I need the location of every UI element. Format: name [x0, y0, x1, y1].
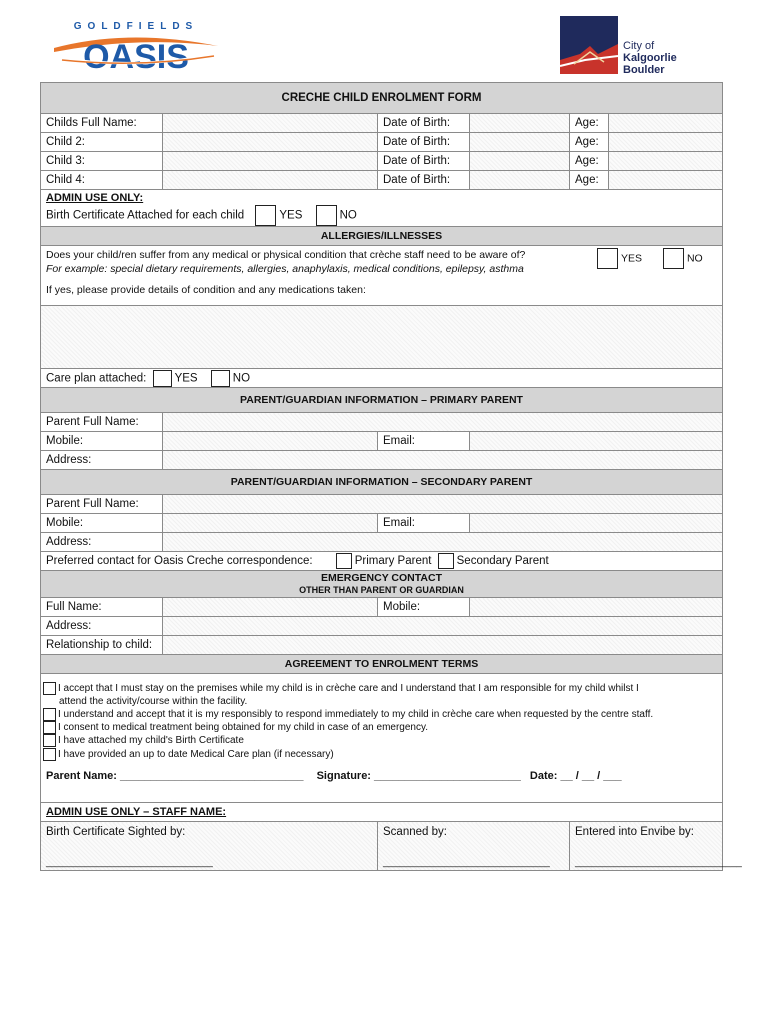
- secondary-address-label: Address:: [41, 533, 163, 552]
- secondary-address-input[interactable]: [163, 533, 723, 552]
- care-plan-no-label: NO: [232, 372, 251, 385]
- age-input[interactable]: [609, 114, 723, 133]
- dob-label: Date of Birth:: [378, 171, 470, 190]
- date-field[interactable]: Date: __ / __ / ___: [529, 769, 622, 782]
- care-plan-label: Care plan attached:: [46, 372, 147, 385]
- agree-stay-text: I accept that I must stay on the premises while my child is in crèche care and I understand that I am responsible for my child whilst I: [58, 683, 639, 695]
- primary-email-label: Email:: [378, 432, 470, 451]
- details-prompt: If yes, please provide details of condition and any medications taken:: [46, 284, 366, 296]
- dob-input[interactable]: [470, 114, 570, 133]
- agree-stay-text-cont: attend the activity/course within the facility.: [59, 696, 248, 708]
- preferred-contact-label: Preferred contact for Oasis Creche correspondence:: [46, 555, 313, 568]
- care-plan-yes-label: YES: [174, 372, 198, 385]
- allergies-question: Does your child/ren suffer from any medical or physical condition that crèche staff need to be aware of?: [46, 249, 526, 261]
- preferred-contact-row: [41, 552, 723, 571]
- emergency-address-input[interactable]: [163, 617, 723, 636]
- agree-care-plan-text: I have provided an up to date Medical Care plan (if necessary): [58, 748, 334, 760]
- emergency-address-label: Address:: [41, 617, 163, 636]
- emergency-subheading: OTHER THAN PARENT OR GUARDIAN: [299, 585, 464, 595]
- agree-stay-checkbox[interactable]: [43, 682, 56, 695]
- form-title: CRECHE CHILD ENROLMENT FORM: [41, 83, 723, 114]
- admin-heading: ADMIN USE ONLY:: [46, 192, 144, 204]
- emergency-name-label: Full Name:: [41, 598, 163, 617]
- envibe-line[interactable]: ______________________________: [575, 857, 742, 868]
- preferred-primary-label: Primary Parent: [354, 555, 432, 568]
- birth-cert-yes-label: YES: [279, 209, 303, 222]
- child-name-input[interactable]: [163, 171, 378, 190]
- agree-birth-cert-checkbox[interactable]: [43, 734, 56, 747]
- child-name-input[interactable]: [163, 114, 378, 133]
- care-plan-yes-checkbox[interactable]: [153, 370, 172, 387]
- parent-name-field[interactable]: Parent Name: ______________________________: [46, 769, 304, 782]
- child-row: [41, 133, 723, 152]
- dob-input[interactable]: [470, 171, 570, 190]
- admin-section: [41, 190, 723, 227]
- secondary-email-input[interactable]: [470, 514, 723, 533]
- relationship-input[interactable]: [163, 636, 723, 655]
- agree-birth-cert-text: I have attached my child's Birth Certificate: [58, 735, 244, 747]
- primary-mobile-input[interactable]: [163, 432, 378, 451]
- primary-mobile-label: Mobile:: [41, 432, 163, 451]
- primary-address-label: Address:: [41, 451, 163, 470]
- age-label: Age:: [570, 171, 609, 190]
- primary-name-label: Parent Full Name:: [41, 413, 163, 432]
- allergies-question-row: [41, 246, 723, 306]
- allergies-example: For example: special dietary requirements, allergies, anaphylaxis, medical conditions, epilepsy, asthma: [46, 263, 524, 275]
- emergency-name-input[interactable]: [163, 598, 378, 617]
- birth-cert-label: Birth Certificate Attached for each child: [46, 209, 245, 222]
- secondary-mobile-label: Mobile:: [41, 514, 163, 533]
- birth-cert-no-label: NO: [339, 209, 357, 222]
- logo-goldfields-text: GOLDFIELDS: [73, 21, 199, 32]
- dob-label: Date of Birth:: [378, 114, 470, 133]
- emergency-mobile-input[interactable]: [470, 598, 723, 617]
- agree-respond-checkbox[interactable]: [43, 708, 56, 721]
- child-row: [41, 114, 723, 133]
- agree-respond-text: I understand and accept that it is my responsibly to respond immediately to my child in crèche care when requested by the centre staff.: [58, 709, 654, 721]
- age-label: Age:: [570, 152, 609, 171]
- agreement-section: [41, 674, 723, 803]
- emergency-heading-cell: [41, 571, 723, 598]
- signature-field[interactable]: Signature: ________________________: [316, 769, 521, 782]
- secondary-email-label: Email:: [378, 514, 470, 533]
- child-name-input[interactable]: [163, 133, 378, 152]
- allergies-no-label: NO: [686, 252, 703, 265]
- age-input[interactable]: [609, 152, 723, 171]
- allergies-no-checkbox[interactable]: [663, 248, 684, 269]
- preferred-primary-checkbox[interactable]: [336, 553, 352, 569]
- emergency-heading: EMERGENCY CONTACT: [321, 572, 442, 584]
- logo-kalgoorlie: Kalgoorlie: [623, 52, 677, 64]
- child-row: [41, 152, 723, 171]
- preferred-secondary-checkbox[interactable]: [438, 553, 454, 569]
- age-input[interactable]: [609, 133, 723, 152]
- preferred-secondary-label: Secondary Parent: [456, 555, 549, 568]
- primary-address-input[interactable]: [163, 451, 723, 470]
- admin-staff-heading: ADMIN USE ONLY – STAFF NAME:: [46, 806, 227, 818]
- child-name-input[interactable]: [163, 152, 378, 171]
- scanned-line[interactable]: ______________________________: [383, 857, 550, 868]
- relationship-label: Relationship to child:: [41, 636, 163, 655]
- logo-boulder: Boulder: [623, 64, 665, 76]
- enrolment-form: [40, 82, 742, 871]
- scanned-label: Scanned by:: [383, 826, 447, 838]
- birth-cert-yes-checkbox[interactable]: [255, 205, 276, 226]
- logo-oasis-text: OASIS: [83, 38, 189, 76]
- agree-medical-checkbox[interactable]: [43, 721, 56, 734]
- agree-medical-text: I consent to medical treatment being obtained for my child in case of an emergency.: [58, 722, 429, 734]
- allergies-yes-checkbox[interactable]: [597, 248, 618, 269]
- child-row: [41, 171, 723, 190]
- care-plan-row: [41, 369, 723, 388]
- dob-label: Date of Birth:: [378, 152, 470, 171]
- dob-input[interactable]: [470, 133, 570, 152]
- admin-staff-heading-row: [41, 803, 723, 822]
- emergency-mobile-label: Mobile:: [378, 598, 470, 617]
- child-name-label: Childs Full Name:: [41, 114, 163, 133]
- primary-email-input[interactable]: [470, 432, 723, 451]
- city-kalgoorlie-boulder-logo: [560, 16, 690, 74]
- sighted-line[interactable]: ______________________________: [46, 857, 213, 868]
- condition-details-input[interactable]: [41, 306, 723, 369]
- secondary-name-input[interactable]: [163, 495, 723, 514]
- admin-staff-row: [41, 822, 723, 871]
- child-name-label: Child 4:: [41, 171, 163, 190]
- sighted-label: Birth Certificate Sighted by:: [46, 826, 186, 838]
- care-plan-no-checkbox[interactable]: [211, 370, 230, 387]
- allergies-yes-label: YES: [621, 252, 643, 265]
- logo-city-of: City of: [623, 40, 655, 52]
- dob-input[interactable]: [470, 152, 570, 171]
- primary-name-input[interactable]: [163, 413, 723, 432]
- agreement-heading: AGREEMENT TO ENROLMENT TERMS: [41, 655, 723, 674]
- age-label: Age:: [570, 114, 609, 133]
- agree-care-plan-checkbox[interactable]: [43, 748, 56, 761]
- secondary-parent-heading: PARENT/GUARDIAN INFORMATION – SECONDARY PARENT: [41, 470, 723, 495]
- child-name-label: Child 2:: [41, 133, 163, 152]
- goldfields-oasis-logo: [48, 18, 223, 74]
- primary-parent-heading: PARENT/GUARDIAN INFORMATION – PRIMARY PARENT: [41, 388, 723, 413]
- dob-label: Date of Birth:: [378, 133, 470, 152]
- allergies-heading: ALLERGIES/ILLNESSES: [41, 227, 723, 246]
- birth-cert-no-checkbox[interactable]: [316, 205, 337, 226]
- secondary-mobile-input[interactable]: [163, 514, 378, 533]
- child-name-label: Child 3:: [41, 152, 163, 171]
- age-input[interactable]: [609, 171, 723, 190]
- secondary-name-label: Parent Full Name:: [41, 495, 163, 514]
- envibe-label: Entered into Envibe by:: [575, 826, 694, 838]
- age-label: Age:: [570, 133, 609, 152]
